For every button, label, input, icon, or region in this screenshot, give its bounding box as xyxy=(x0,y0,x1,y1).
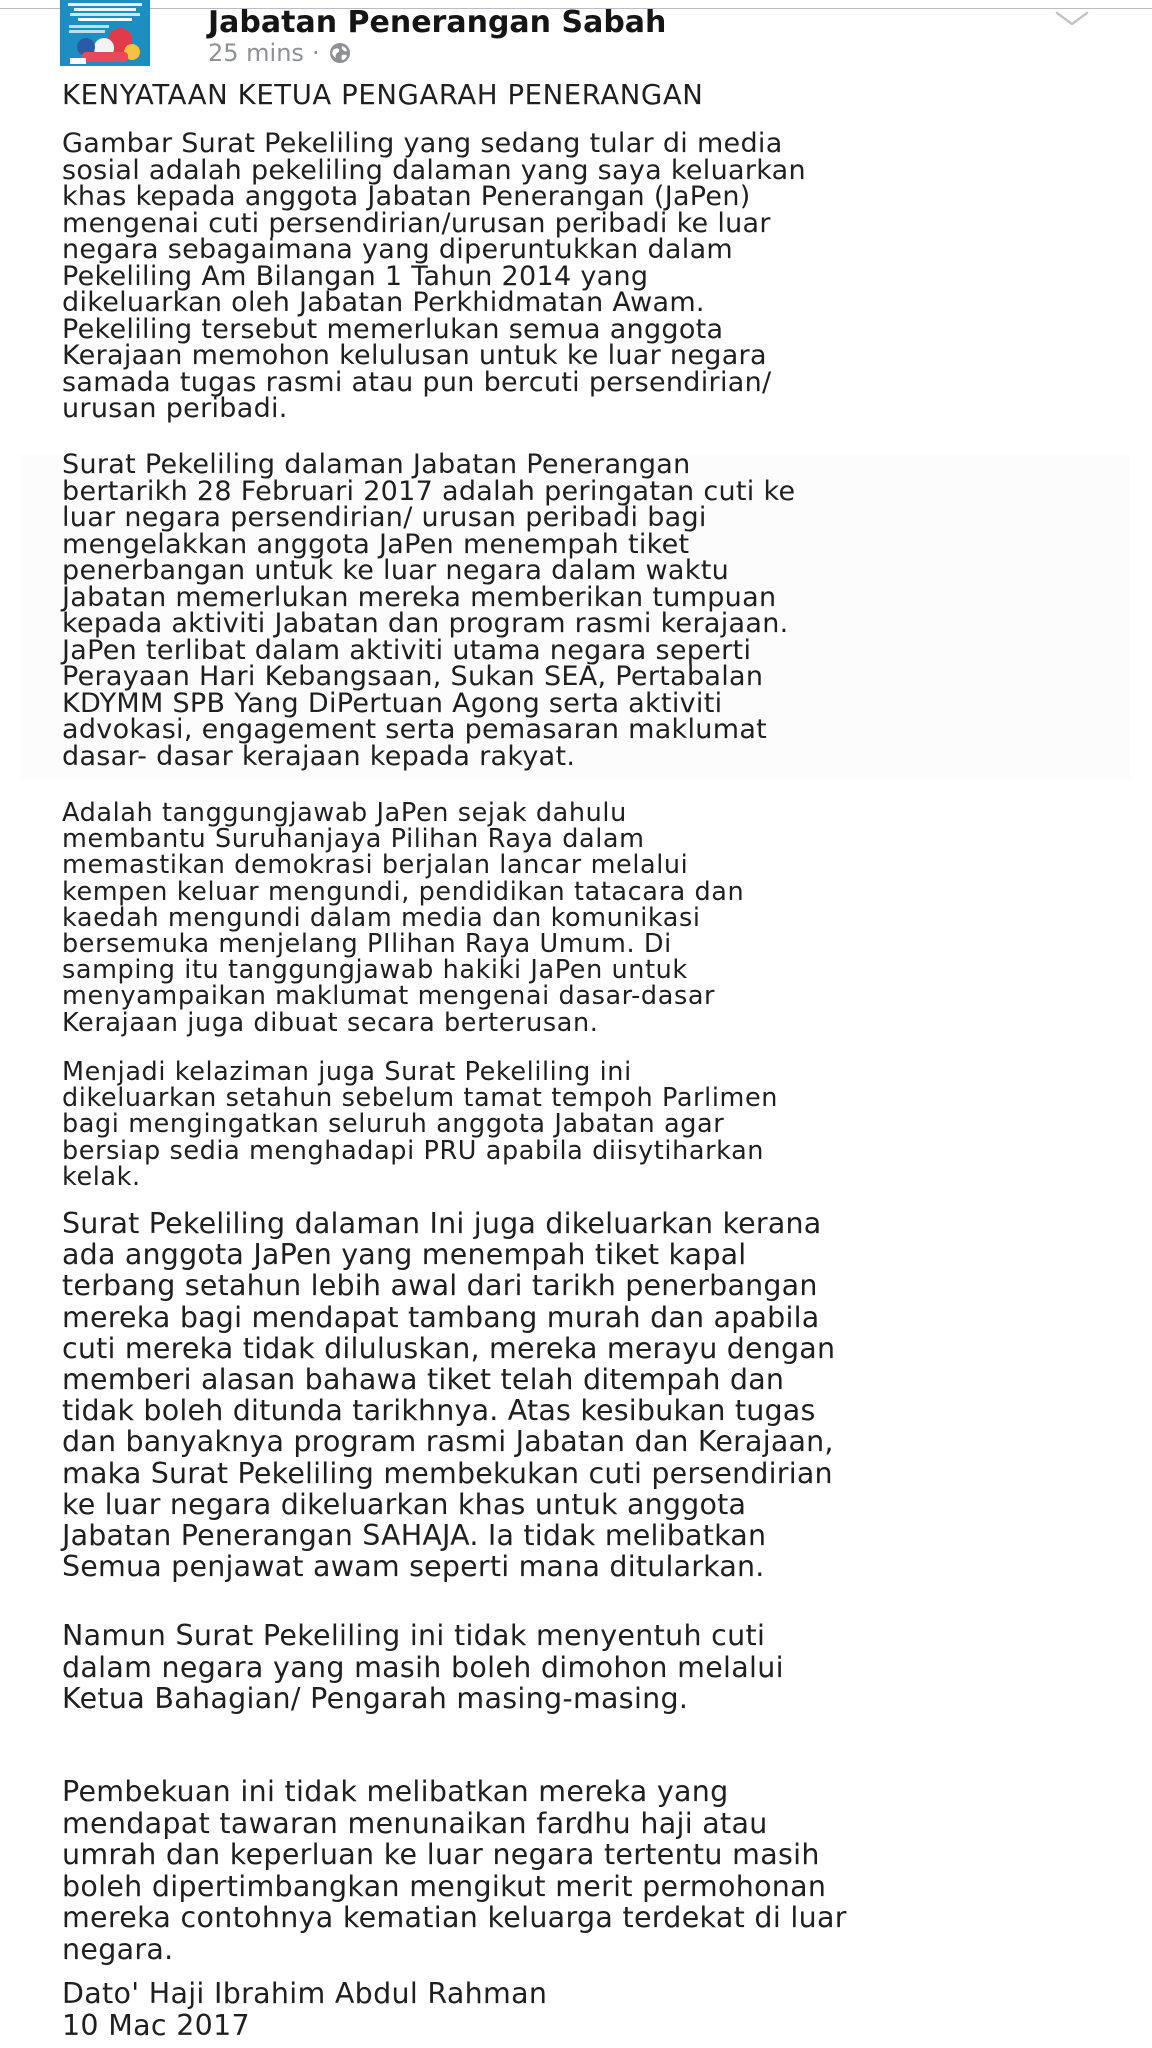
post-text-line: Kerajaan juga dibuat secara berterusan. xyxy=(62,1007,599,1038)
post-text-line: kaedah mengundi dalam media dan komunikasi xyxy=(62,902,701,933)
post-text-line: dalam negara yang masih boleh dimohon melalui xyxy=(62,1650,784,1684)
post-text-line: dasar- dasar kerajaan kepada rakyat. xyxy=(62,740,576,772)
post-text-line: samada tugas rasmi atau pun bercuti persendirian/ xyxy=(62,366,772,398)
paragraph-5 xyxy=(62,1208,835,1582)
post-text-line: menyampaikan maklumat mengenai dasar-dasar xyxy=(62,981,716,1012)
post-text-line: Adalah tanggungjawab JaPen sejak dahulu xyxy=(62,798,627,828)
post-text-line: ada anggota JaPen yang menempah tiket kapal xyxy=(62,1238,747,1272)
post-text-line: Pembekuan ini tidak melibatkan mereka yang xyxy=(62,1775,729,1808)
paragraph-7 xyxy=(62,1776,847,1966)
signature-line: Dato' Haji Ibrahim Abdul Rahman xyxy=(62,1977,548,2010)
post-title: KENYATAAN KETUA PENGARAH PENERANGAN xyxy=(62,79,704,111)
post-text-line: dikeluarkan oleh Jabatan Perkhidmatan Awam. xyxy=(62,287,705,318)
paragraph-3 xyxy=(62,800,744,1036)
paragraph-6 xyxy=(62,1620,784,1715)
post-text-line: samping itu tanggungjawab hakiki JaPen untuk xyxy=(62,955,688,986)
post-text-line: urusan peribadi. xyxy=(62,393,288,424)
avatar-image xyxy=(60,0,150,66)
post-text-line: bagi mengingatkan seluruh anggota Jabatan agar xyxy=(62,1109,725,1140)
post-text-line: Jabatan Penerangan SAHAJA. Ia tidak melibatkan xyxy=(62,1519,767,1553)
post-text-line: mereka bagi mendapat tambang murah dan apabila xyxy=(62,1300,820,1334)
post-title-block xyxy=(62,79,704,111)
post-text-line: cuti mereka tidak diluluskan, mereka merayu dengan xyxy=(62,1331,836,1365)
post-text-line: boleh dipertimbangkan mengikut merit permohonan xyxy=(62,1869,827,1903)
post-text-line: Semua penjawat awam seperti mana ditularkan. xyxy=(62,1550,765,1584)
post-text-line: mengelakkan anggota JaPen menempah tiket xyxy=(62,528,690,560)
post-text-line: bersemuka menjelang PIlihan Raya Umum. Di xyxy=(62,929,672,960)
post-text-line: Surat Pekeliling dalaman Jabatan Penerangan xyxy=(62,449,691,480)
post-text-line: bersiap sedia menghadapi PRU apabila diisytiharkan xyxy=(62,1135,765,1166)
post-text-line: negara sebagaimana yang diperuntukkan dalam xyxy=(62,234,734,265)
paragraph-4 xyxy=(62,1059,778,1190)
post-text-line: ke luar negara dikeluarkan khas untuk anggota xyxy=(62,1487,747,1521)
post-text-line: JaPen terlibat dalam aktiviti utama negara seperti xyxy=(62,634,752,666)
post-text-line: kelak. xyxy=(62,1161,141,1192)
post-text-line: negara. xyxy=(62,1932,174,1966)
post-text-line: Pekeliling Am Bilangan 1 Tahun 2014 yang xyxy=(62,260,649,292)
post-text-line: kepada aktiviti Jabatan dan program rasmi kerajaan. xyxy=(62,608,789,639)
post-text-line: Namun Surat Pekeliling ini tidak menyentuh cuti xyxy=(62,1619,766,1652)
post-text-line: mendapat tawaran menunaikan fardhu haji atau xyxy=(62,1806,768,1840)
post-text-line: sosial adalah pekeliling dalaman yang saya keluarkan xyxy=(62,154,806,186)
post-text-line: Perayaan Hari Kebangsaan, Sukan SEA, Pertabalan xyxy=(62,661,764,692)
post-text-line: mereka contohnya kematian keluarga terdekat di luar xyxy=(62,1901,847,1935)
post-header xyxy=(0,0,1152,72)
post-text-line: dikeluarkan setahun sebelum tamat tempoh Parlimen xyxy=(62,1083,778,1114)
post-text-line: KDYMM SPB Yang DiPertuan Agong serta aktiviti xyxy=(62,687,723,719)
post-text-line: khas kepada anggota Jabatan Penerangan (JaPen) xyxy=(62,181,751,212)
post-meta xyxy=(208,37,352,69)
post-timestamp[interactable]: 25 mins xyxy=(208,39,304,67)
post-text-line: bertarikh 28 Februari 2017 adalah peringatan cuti ke xyxy=(62,475,796,507)
post-text-line: Pekeliling tersebut memerlukan semua anggota xyxy=(62,313,724,345)
post-text-line: memastikan demokrasi berjalan lancar melalui xyxy=(62,850,689,881)
post-text-line: Ketua Bahagian/ Pengarah masing-masing. xyxy=(62,1682,689,1716)
post-text-line: Kerajaan memohon kelulusan untuk ke luar negara xyxy=(62,340,767,371)
post-text-line: Surat Pekeliling dalaman Ini juga dikeluarkan kerana xyxy=(62,1207,822,1240)
post-text-line: advokasi, engagement serta pemasaran maklumat xyxy=(62,714,768,745)
post-text-line: penerbangan untuk ke luar negara dalam waktu xyxy=(62,555,730,586)
post-text-line: dan banyaknya program rasmi Jabatan dan Kerajaan, xyxy=(62,1425,834,1459)
paragraph-1 xyxy=(62,128,806,424)
post-text-line: mengenai cuti persendirian/urusan peribadi ke luar xyxy=(62,207,771,239)
chevron-down-icon[interactable] xyxy=(1055,10,1089,28)
globe-icon[interactable] xyxy=(328,41,352,65)
post-text-line: Jabatan memerlukan mereka memberikan tumpuan xyxy=(62,581,777,613)
signature-line: 10 Mac 2017 xyxy=(62,2008,250,2042)
post-text-line: memberi alasan bahawa tiket telah ditempah dan xyxy=(62,1363,785,1397)
page-avatar[interactable] xyxy=(60,0,150,66)
post-text-line: maka Surat Pekeliling membekukan cuti persendirian xyxy=(62,1456,833,1490)
post-text-line: membantu Suruhanjaya Pilihan Raya dalam xyxy=(62,824,645,855)
meta-separator: · xyxy=(311,39,320,67)
post-text-line: Menjadi kelaziman juga Surat Pekeliling ini xyxy=(62,1057,632,1087)
post-text-line: terbang setahun lebih awal dari tarikh penerbangan xyxy=(62,1269,818,1303)
post-text-line: umrah dan keperluan ke luar negara tertentu masih xyxy=(62,1838,820,1872)
post-text-line: tidak boleh ditunda tarikhnya. Atas kesibukan tugas xyxy=(62,1394,816,1428)
signature-block xyxy=(62,1978,547,2041)
page-name-link[interactable]: Jabatan Penerangan Sabah xyxy=(208,5,667,40)
post-text-line: kempen keluar mengundi, pendidikan tatacara dan xyxy=(62,876,745,907)
paragraph-2 xyxy=(62,449,796,772)
post-text-line: Gambar Surat Pekeliling yang sedang tular di media xyxy=(62,128,783,159)
post-text-line: luar negara persendirian/ urusan peribadi bagi xyxy=(62,502,707,533)
